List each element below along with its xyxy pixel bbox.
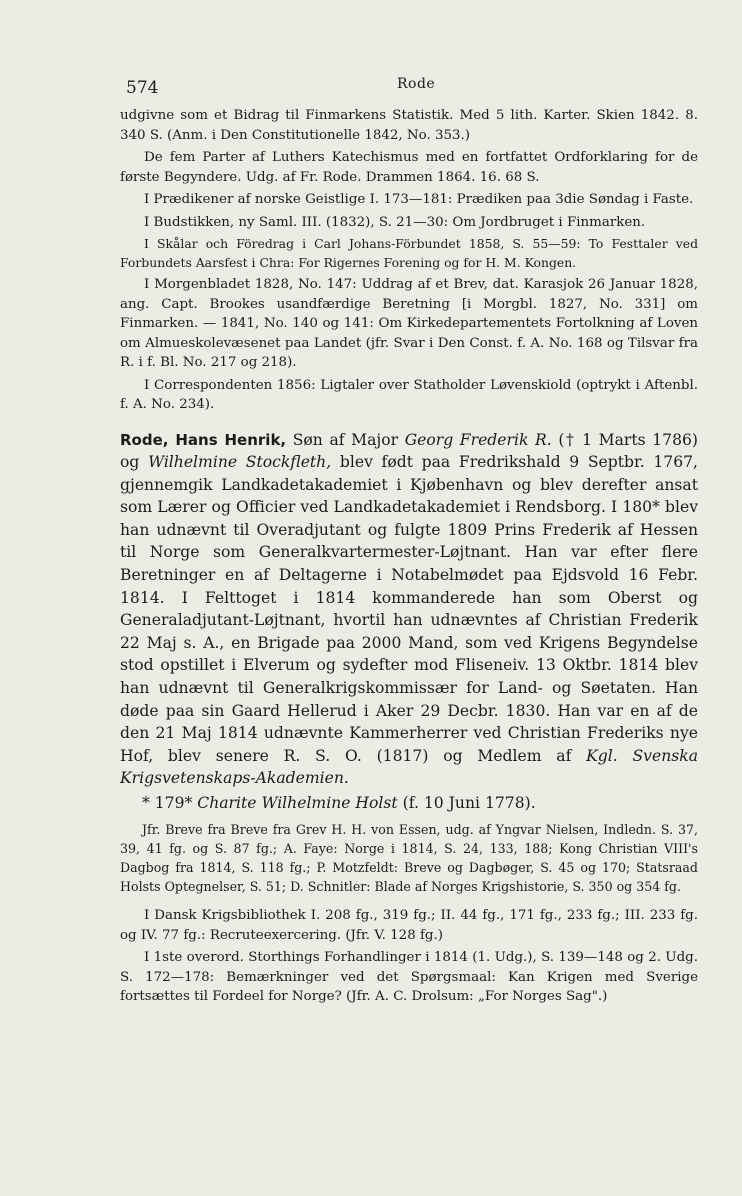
work-item: I Prædikener af norske Geistlige I. 173—181: Prædiken paa 3die Søndag i Faste. bbox=[144, 192, 694, 207]
academy-name: Kgl. Svenska Krigsvetenskaps-Akademien. bbox=[120, 746, 698, 788]
page-header bbox=[120, 70, 698, 106]
running-head: Rode bbox=[397, 76, 436, 92]
mother-name: Wilhelmine Stockfleth, bbox=[148, 453, 332, 472]
biography-entry bbox=[120, 429, 698, 1007]
work-item: I Budstikken, ny Saml. III. (1832), S. 21—30: Om Jordbruget i Finmarken. bbox=[144, 214, 646, 230]
biography-text: Rode, Hans Henrik, Søn af Major Georg Frederik R. († 1 Marts 1786) og Wilhelmine Stockfleth, blev født paa Fredrikshald 9 Septbr. 1767, gjennemgik Landkadetakademiet i Kjøbenhavn og blev derefter ansat som Lærer og Officier ved Landkadetakademiet i Rendsborg. I 180* blev han udnævnt til Overadjutant og fulgte 1809 Prins Frederik af Hessen til Norge som Generalkvartermester-Løjtnant. Han var efter flere Beretninger en af Deltagerne i Notabelmødet paa Ejdsvold 16 Febr. 1814. I Felttoget i 1814 kommanderede han som Oberst og Generaladjutant-Løjtnant, hvortil han udnævntes af Christian Frederik 22 Maj s. A., en Brigade paa 2000 Mand, som ved Krigens Begyndelse stod opstillet i Elverum og sydefter mod Fliseneiv. 13 Oktbr. 1814 blev han udnævnt til Generalkrigskommissær for Land- og Søetaten. Han døde paa sin Gaard Hellerud i Aker 29 Decbr. 1830. Han var en af de den 21 Maj 1814 udnævnte Kammerherrer ved Christian Frederiks nye Hof, blev senere R. S. O. (1817) og Medlem af Kgl. Svenska Krigsvetenskaps-Akademien. bbox=[120, 430, 699, 788]
spouse-line: * 179* Charite Wilhelmine Holst (f. 10 Juni 1778). bbox=[142, 794, 536, 812]
page-number: 574 bbox=[126, 78, 159, 98]
work-item: I Dansk Krigsbibliothek I. 208 fg., 319 fg.; II. 44 fg., 171 fg., 233 fg.; III. 233 fg. og IV. 77 fg.: Recruteexercering. (Jfr. V. 128 fg.) bbox=[120, 908, 698, 943]
work-item: I Morgenbladet 1828, No. 147: Uddrag af et Brev, dat. Karasjok 26 Januar 1828, ang. Capt. Brookes usandfærdige Beretning [i Morgbl. 1827, No. 331] om Finmarken. — 1841, No. 140 og 141: Om Kirkedepartementets Fortolkning af Loven om Almueskolevæsenet paa Landet (jfr. Svar i Den Const. f. A. No. 168 og Tilsvar fra R. i f. Bl. No. 217 og 218). bbox=[120, 277, 698, 370]
previous-entry-works bbox=[120, 106, 698, 415]
father-name: Georg Frederik R. bbox=[404, 430, 552, 449]
work-item: I Skålar och Föredrag i Carl Johans-Förbundet 1858, S. 55—59: To Festtaler ved Forbundets Aarsfest i Chra: For Rigernes Forening og for H. M. Kongen. bbox=[120, 236, 698, 270]
references: Jfr. Breve fra Breve fra Grev H. H. von Essen, udg. af Yngvar Nielsen, Indledn. S. 37, 39, 41 fg. og S. 87 fg.; A. Faye: Norge i 1814, S. 24, 133, 188; Kong Christian VIII's Dagbog fra 1814, S. 118 fg.; P. Motzfeldt: Breve og Dagbøger, S. 45 og 170; Statsraad Holsts Optegnelser, S. 51; D. Schnitler: Blade af Norges Krigshistorie, S. 350 og 354 fg. bbox=[120, 822, 698, 894]
work-item: I 1ste overord. Storthings Forhandlinger i 1814 (1. Udg.), S. 139—148 og 2. Udg. S. 172—178: Bemærkninger ved det Spørgsmaal: Kan Krigen med Sverige fortsættes til Fordeel for Norge? (Jfr. A. C. Drolsum: „For Norges Sag".) bbox=[120, 950, 698, 1004]
work-item: udgivne som et Bidrag til Finmarkens Statistik. Med 5 lith. Karter. Skien 1842. 8. 340 S. (Anm. i Den Constitutionelle 1842, No. 353.) bbox=[120, 108, 698, 143]
work-item: I Correspondenten 1856: Ligtaler over Statholder Løvenskiold (optrykt i Aftenbl. f. A. No. 234). bbox=[120, 377, 698, 412]
work-item: De fem Parter af Luthers Katechismus med en fortfattet Ordforklaring for de første Begyndere. Udg. af Fr. Rode. Drammen 1864. 16. 68 S. bbox=[120, 150, 698, 185]
entry-name: Rode, Hans Henrik, bbox=[120, 430, 287, 449]
spouse-name: Charite Wilhelmine Holst bbox=[197, 794, 398, 812]
